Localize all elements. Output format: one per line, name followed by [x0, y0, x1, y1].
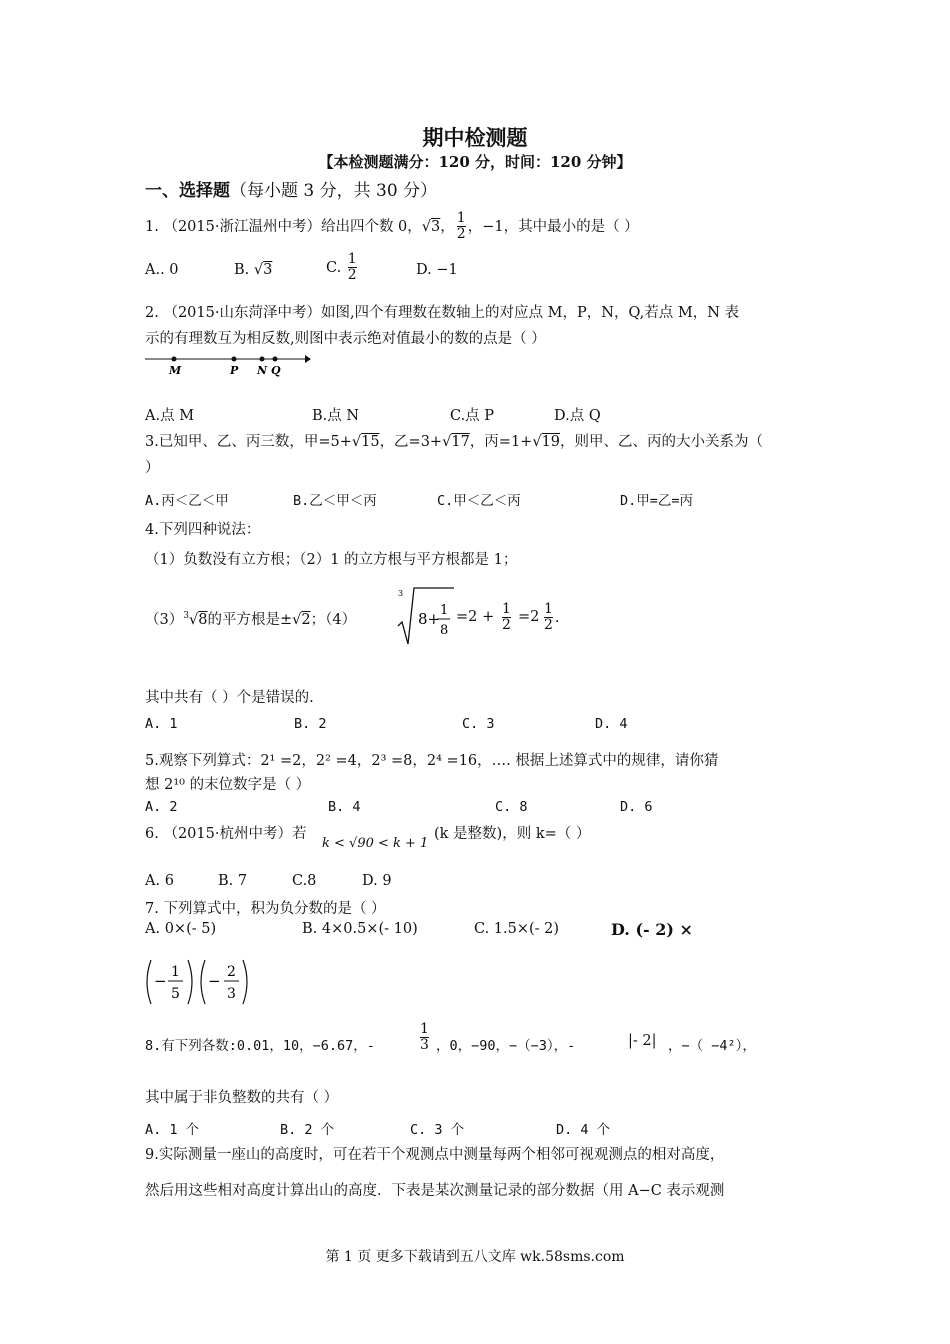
frac-den: 2	[544, 617, 553, 634]
q2-line-2: 示的有理数互为相反数,则图中表示绝对值最小的数的点是（ ）	[145, 331, 546, 347]
sqrt-arg: 19	[541, 434, 561, 450]
q4-text: 的平方根是±	[207, 612, 293, 628]
q5-option-c: C. 8	[495, 799, 528, 815]
sqrt-symbol: √	[421, 218, 432, 235]
q6-option-c: C.8	[292, 873, 317, 889]
q8-line-1c: ，−（ −4²），	[668, 1038, 756, 1054]
q1-option-a: A.. 0	[145, 262, 179, 278]
label-n: N	[257, 364, 268, 377]
q8-line-1a: 8.有下列各数:0.01，10，−6.67，-	[145, 1038, 375, 1054]
sqrt-arg: 17	[451, 434, 470, 450]
q5-option-b: B. 4	[328, 799, 361, 815]
svg-text:1: 1	[440, 603, 449, 618]
q6-option-d: D. 9	[362, 873, 392, 889]
q7-option-c: C. 1.5×(- 2)	[474, 921, 560, 937]
frac-den: 2	[502, 617, 511, 634]
q3-option-a: A.丙＜乙＜甲	[145, 493, 229, 509]
section-heading	[145, 176, 437, 201]
q8-line-2: 其中属于非负整数的共有（ ）	[145, 1090, 339, 1106]
sqrt-arg: 15	[361, 434, 380, 450]
frac-num: 1	[171, 964, 180, 980]
q8-abs: |- 2|	[628, 1033, 657, 1049]
q1-fraction	[457, 211, 466, 243]
q8-line-1b: ，0，−90，−（−3），-	[436, 1038, 576, 1054]
q5-option-a: A. 2	[145, 799, 178, 815]
q8-fraction	[418, 1022, 431, 1054]
q5-option-d: D. 6	[620, 799, 653, 815]
q4-text: ；（4）	[310, 612, 357, 628]
frac-den: 3	[420, 1037, 429, 1054]
q4-option-b: B. 2	[294, 716, 327, 732]
q7-fraction-product	[141, 956, 256, 1008]
question-1	[145, 211, 639, 243]
q4-option-a: A. 1	[145, 716, 178, 732]
cube-root-symbol	[396, 586, 456, 648]
sqrt-arg: 3	[263, 262, 273, 278]
point-n	[260, 357, 265, 362]
q7-option-a: A. 0×(- 5)	[145, 921, 217, 937]
q1-sqrt-arg: 3	[431, 218, 441, 235]
q4-line-3: $(3)^3√8$的平方根是±√2；（4）	[145, 611, 357, 628]
point-m	[172, 357, 177, 362]
q1-sep: ，	[440, 218, 455, 235]
number-line	[143, 350, 313, 380]
q7-option-b: B. 4×0.5×(- 10)	[302, 921, 418, 937]
q8-option-b: B. 2 个	[280, 1122, 335, 1138]
q9-line-1: 9.实际测量一座山的高度时，可在若干个观测点中测量每两个相邻可视观测点的相对高度，	[145, 1147, 725, 1163]
svg-text:8+: 8+	[418, 610, 441, 628]
q4-fraction-2: $\frac{1}{2}$ .	[544, 601, 560, 634]
opt-label: B.	[234, 262, 250, 278]
frac-num: 1	[502, 601, 511, 617]
q3-text: ，丙=1+	[469, 434, 533, 450]
q9-line-2: 然后用这些相对高度计算出山的高度．下表是某次测量记录的部分数据（用 A−C 表示观测	[145, 1183, 725, 1199]
q4-line-4: 其中共有（ ）个是错误的.	[145, 690, 314, 706]
point-p	[232, 357, 237, 362]
sqrt-arg: 8	[198, 612, 208, 628]
exam-info: 【本检测题满分：120 分，时间：120 分钟】	[318, 153, 632, 171]
q8-option-d: D. 4 个	[556, 1122, 611, 1138]
q1-option-d: D. −1	[416, 262, 458, 278]
q4-eq-1: =2 +	[456, 609, 495, 625]
frac-den: 3	[227, 986, 236, 1002]
frac-num: 2	[227, 964, 236, 980]
q1-tail: ，−1，其中最小的是（ ）	[467, 218, 639, 235]
q4-line-1: 4.下列四种说法：	[145, 522, 261, 538]
page-title: 期中检测题	[422, 126, 528, 150]
frac-den: 2	[456, 226, 466, 243]
q2-option-a: A.点 M	[145, 408, 195, 424]
q5-line-1: 5.观察下列算式：2¹ =2，2² =4，2³ =8，2⁴ =16，…. 根据上述算式中的规律，请你猜	[145, 753, 719, 769]
section-note: （每小题 3 分，共 30 分）	[230, 181, 438, 201]
q4-fraction-1	[500, 602, 513, 634]
svg-text:3: 3	[398, 589, 404, 598]
label-q: Q	[271, 364, 281, 377]
q4-line-2: （1）负数没有立方根；（2）1 的立方根与平方根都是 1；	[145, 552, 518, 568]
label-p: P	[230, 364, 239, 377]
q6-option-b: B. 7	[218, 873, 248, 889]
svg-text:−: −	[154, 972, 167, 990]
q3-option-b: B.乙＜甲＜丙	[293, 493, 377, 509]
q3-text: ，则甲、乙、丙的大小关系为（	[560, 434, 764, 450]
svg-text:−: −	[208, 972, 221, 990]
frac-num: 1	[456, 210, 466, 226]
q6-line-1b: (k 是整数)，则 k=（ ）	[434, 826, 591, 842]
q4-text: （3）	[145, 612, 184, 628]
q4-option-c: C. 3	[462, 716, 495, 732]
q3-text: 3.已知甲、乙、丙三数，甲=5+	[145, 434, 352, 450]
sqrt-arg: 2	[301, 612, 311, 628]
q3-line-1: 3.已知甲、乙、丙三数，甲=5+√15，乙=3+√17，丙=1+√19，则甲、乙、丙的大小关系为（	[145, 434, 764, 450]
q7-line-1: 7. 下列算式中，积为负分数的是（ ）	[145, 901, 386, 917]
frac-den: 2	[347, 267, 357, 284]
q1-option-b: B. √3	[234, 262, 273, 278]
q6-inequality: k < √90 < k + 1	[322, 836, 429, 851]
q6-line-1a: 6. （2015·杭州中考）若	[145, 826, 307, 842]
q2-option-d: D.点 Q	[554, 408, 601, 424]
q6-option-a: A. 6	[145, 873, 174, 889]
q1-option-c	[326, 252, 359, 284]
q7-option-d: D. (- 2) ×	[611, 920, 693, 939]
q2-option-c: C.点 P	[450, 408, 495, 424]
q2-option-b: B.点 N	[312, 408, 360, 424]
q3-option-d: D.甲=乙=丙	[620, 493, 694, 509]
q5-line-2: 想 2¹⁰ 的末位数字是（ ）	[145, 777, 311, 793]
q8-option-a: A. 1 个	[145, 1122, 200, 1138]
q4-eq-2: =2	[518, 609, 540, 625]
section-label: 一、选择题	[145, 181, 230, 201]
q3-line-2: ）	[145, 460, 160, 476]
q4-option-d: D. 4	[595, 716, 628, 732]
q2-line-1: 2. （2015·山东菏泽中考）如图,四个有理数在数轴上的对应点 M，P，N，Q,若点 M，N 表	[145, 305, 739, 321]
frac-den: 5	[171, 986, 180, 1002]
frac-num: 1	[347, 251, 357, 267]
page-footer: 第 1 页 更多下载请到五八文库 wk.58sms.com	[325, 1249, 625, 1265]
q8-option-c: C. 3 个	[410, 1122, 465, 1138]
label-m: M	[169, 364, 182, 377]
q1-text: 1. （2015·浙江温州中考）给出四个数 0，	[145, 218, 422, 235]
q3-option-c: C.甲＜乙＜丙	[437, 493, 521, 509]
q3-text: ，乙=3+	[379, 434, 443, 450]
frac-num: 1	[420, 1021, 429, 1037]
svg-text:8: 8	[440, 623, 449, 638]
frac-num: 1	[544, 601, 553, 617]
point-q	[273, 357, 278, 362]
opt-label: C.	[326, 259, 342, 276]
